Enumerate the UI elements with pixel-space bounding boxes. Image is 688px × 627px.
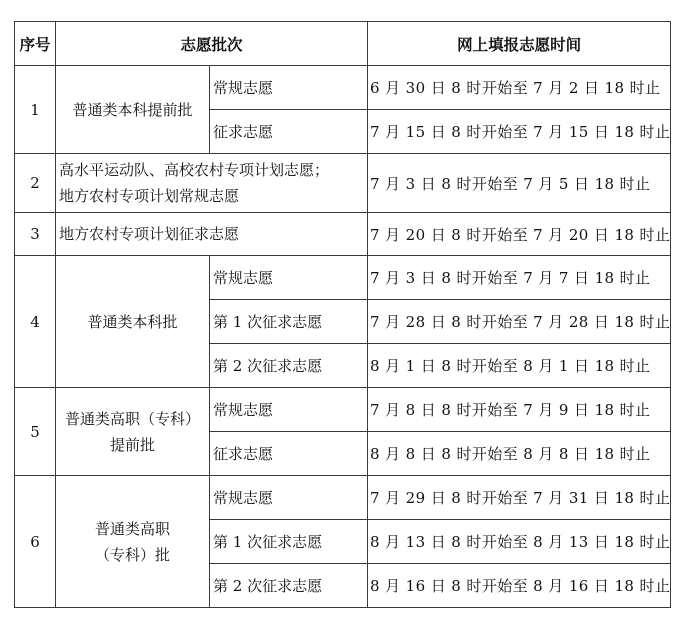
sub-batch-cell: 常规志愿 [210, 388, 368, 432]
batch-cell [56, 154, 368, 213]
table-row [15, 213, 671, 256]
seq-cell: 6 [15, 476, 56, 608]
batch-cell: 地方农村专项计划征求志愿 [56, 213, 368, 256]
table-row [15, 388, 671, 432]
batch-cell: 普通类本科批 [56, 256, 210, 388]
time-cell: 8 月 16 日 8 时开始至 8 月 16 日 18 时止 [368, 564, 671, 608]
header-time: 网上填报志愿时间 [368, 22, 671, 66]
table-row [15, 476, 671, 520]
sub-batch-cell: 第 2 次征求志愿 [210, 344, 368, 388]
time-cell: 8 月 1 日 8 时开始至 8 月 1 日 18 时止 [368, 344, 671, 388]
time-cell: 6 月 30 日 8 时开始至 7 月 2 日 18 时止 [368, 66, 671, 110]
sub-batch-cell: 常规志愿 [210, 66, 368, 110]
sub-batch-cell: 第 1 次征求志愿 [210, 300, 368, 344]
sub-batch-cell: 常规志愿 [210, 256, 368, 300]
seq-cell: 1 [15, 66, 56, 154]
batch-line: 普通类高职（专科） [64, 409, 200, 428]
table-row [15, 66, 671, 110]
sub-batch-cell: 第 2 次征求志愿 [210, 564, 368, 608]
time-cell: 8 月 8 日 8 时开始至 8 月 8 日 18 时止 [368, 432, 671, 476]
seq-cell: 4 [15, 256, 56, 388]
batch-cell [56, 388, 210, 476]
time-cell: 7 月 29 日 8 时开始至 7 月 31 日 18 时止 [368, 476, 671, 520]
sub-batch-cell: 征求志愿 [210, 432, 368, 476]
sub-batch-cell: 第 1 次征求志愿 [210, 520, 368, 564]
batch-cell: 普通类本科提前批 [56, 66, 210, 154]
table-row [15, 154, 671, 213]
time-cell: 8 月 13 日 8 时开始至 8 月 13 日 18 时止 [368, 520, 671, 564]
time-cell: 7 月 28 日 8 时开始至 7 月 28 日 18 时止 [368, 300, 671, 344]
table-row [15, 256, 671, 300]
schedule-table [14, 21, 671, 608]
time-cell: 7 月 3 日 8 时开始至 7 月 5 日 18 时止 [368, 154, 671, 213]
time-cell: 7 月 15 日 8 时开始至 7 月 15 日 18 时止 [368, 110, 671, 154]
seq-cell: 2 [15, 154, 56, 213]
time-cell: 7 月 20 日 8 时开始至 7 月 20 日 18 时止 [368, 213, 671, 256]
header-row [15, 22, 671, 66]
batch-line: 高水平运动队、高校农村专项计划志愿； [59, 161, 330, 179]
header-seq: 序号 [15, 22, 56, 66]
sub-batch-cell: 常规志愿 [210, 476, 368, 520]
sub-batch-cell: 征求志愿 [210, 110, 368, 154]
seq-cell: 5 [15, 388, 56, 476]
batch-line: 普通类高职 [94, 519, 170, 538]
batch-line: 提前批 [109, 435, 155, 454]
batch-line: 地方农村专项计划常规志愿 [59, 187, 240, 205]
seq-cell: 3 [15, 213, 56, 256]
batch-line: （专科）批 [94, 545, 170, 564]
time-cell: 7 月 3 日 8 时开始至 7 月 7 日 18 时止 [368, 256, 671, 300]
header-batch: 志愿批次 [56, 22, 368, 66]
batch-cell [56, 476, 210, 608]
time-cell: 7 月 8 日 8 时开始至 7 月 9 日 18 时止 [368, 388, 671, 432]
